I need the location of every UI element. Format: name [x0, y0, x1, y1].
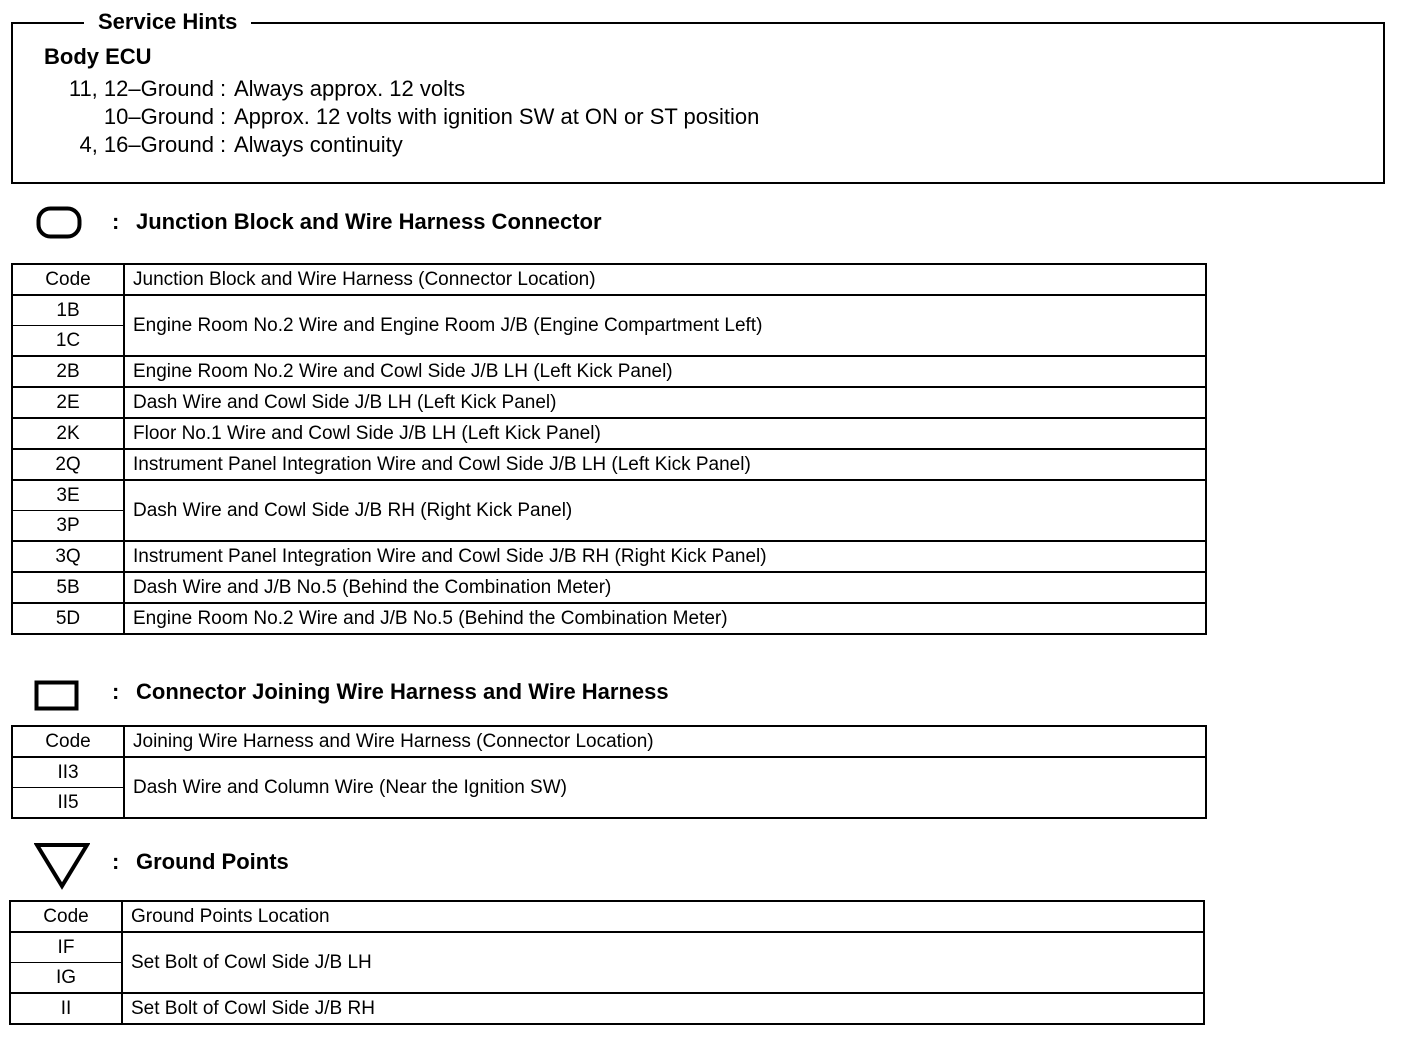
junction-section-heading — [112, 208, 602, 236]
table-row — [12, 572, 1206, 603]
connector-section-heading — [112, 678, 669, 706]
hint-separator: : — [220, 104, 227, 129]
location-header: Ground Points Location — [122, 901, 1204, 932]
table-header-row — [10, 901, 1204, 932]
location-header: Joining Wire Harness and Wire Harness (Connector Location) — [124, 726, 1206, 757]
hint-description: Approx. 12 volts with ignition SW at ON or ST position — [234, 104, 760, 129]
table-row — [12, 295, 1206, 326]
location-cell: Engine Room No.2 Wire and Engine Room J/B (Engine Compartment Left) — [124, 295, 1206, 356]
rounded-rectangle-icon — [36, 206, 84, 240]
location-cell: Dash Wire and Cowl Side J/B RH (Right Kick Panel) — [124, 480, 1206, 541]
code-cell: 5D — [12, 603, 124, 634]
hint-description: Always approx. 12 volts — [234, 76, 466, 101]
code-cell: IG — [10, 963, 122, 994]
heading-colon: : — [112, 209, 120, 234]
location-cell: Instrument Panel Integration Wire and Cowl Side J/B LH (Left Kick Panel) — [124, 449, 1206, 480]
code-cell: IF — [10, 932, 122, 963]
code-cell: 3E — [12, 480, 124, 511]
down-triangle-icon — [34, 842, 90, 890]
table-header-row — [12, 264, 1206, 295]
table-header-row — [12, 726, 1206, 757]
code-cell: 2K — [12, 418, 124, 449]
location-cell: Set Bolt of Cowl Side J/B RH — [122, 993, 1204, 1024]
junction-table — [11, 263, 1207, 635]
location-cell: Dash Wire and Cowl Side J/B LH (Left Kick Panel) — [124, 387, 1206, 418]
code-cell: II5 — [12, 788, 124, 819]
location-cell: Engine Room No.2 Wire and J/B No.5 (Behind the Combination Meter) — [124, 603, 1206, 634]
table-row — [10, 993, 1204, 1024]
code-cell: II — [10, 993, 122, 1024]
location-cell: Engine Room No.2 Wire and Cowl Side J/B LH (Left Kick Panel) — [124, 356, 1206, 387]
ground-section-heading — [112, 848, 289, 876]
location-cell: Dash Wire and J/B No.5 (Behind the Combination Meter) — [124, 572, 1206, 603]
table-row — [12, 356, 1206, 387]
code-cell: 2B — [12, 356, 124, 387]
code-cell: 1B — [12, 295, 124, 326]
code-cell: 1C — [12, 326, 124, 357]
table-row — [12, 387, 1206, 418]
connector-table — [11, 725, 1207, 819]
table-row — [10, 932, 1204, 963]
hint-description: Always continuity — [234, 132, 403, 157]
junction-heading-text: Junction Block and Wire Harness Connector — [136, 209, 602, 234]
hint-separator: : — [220, 76, 227, 101]
code-cell: 3P — [12, 511, 124, 542]
connector-heading-text: Connector Joining Wire Harness and Wire Harness — [136, 679, 669, 704]
location-cell: Instrument Panel Integration Wire and Cowl Side J/B RH (Right Kick Panel) — [124, 541, 1206, 572]
heading-colon: : — [112, 849, 120, 874]
code-cell: 2E — [12, 387, 124, 418]
hint-terminal: 4, 16–Ground — [79, 132, 214, 157]
code-header: Code — [12, 264, 124, 295]
table-row — [12, 541, 1206, 572]
service-hints-title: Service Hints — [84, 8, 251, 36]
ground-table — [9, 900, 1205, 1025]
location-cell: Dash Wire and Column Wire (Near the Ignition SW) — [124, 757, 1206, 818]
rectangle-icon — [34, 680, 80, 712]
heading-colon: : — [112, 679, 120, 704]
table-row — [12, 603, 1206, 634]
location-cell: Set Bolt of Cowl Side J/B LH — [122, 932, 1204, 993]
code-cell: 5B — [12, 572, 124, 603]
code-cell: II3 — [12, 757, 124, 788]
location-header: Junction Block and Wire Harness (Connector Location) — [124, 264, 1206, 295]
hint-terminal: 10–Ground — [103, 104, 214, 129]
code-cell: 3Q — [12, 541, 124, 572]
code-header: Code — [10, 901, 122, 932]
table-row — [12, 480, 1206, 511]
code-cell: 2Q — [12, 449, 124, 480]
hint-terminal: 11, 12–Ground — [68, 76, 214, 101]
body-ecu-heading: Body ECU — [44, 44, 152, 69]
location-cell: Floor No.1 Wire and Cowl Side J/B LH (Left Kick Panel) — [124, 418, 1206, 449]
table-row — [12, 449, 1206, 480]
code-header: Code — [12, 726, 124, 757]
table-row — [12, 757, 1206, 788]
ground-heading-text: Ground Points — [136, 849, 289, 874]
hint-separator: : — [220, 132, 227, 157]
table-row — [12, 418, 1206, 449]
